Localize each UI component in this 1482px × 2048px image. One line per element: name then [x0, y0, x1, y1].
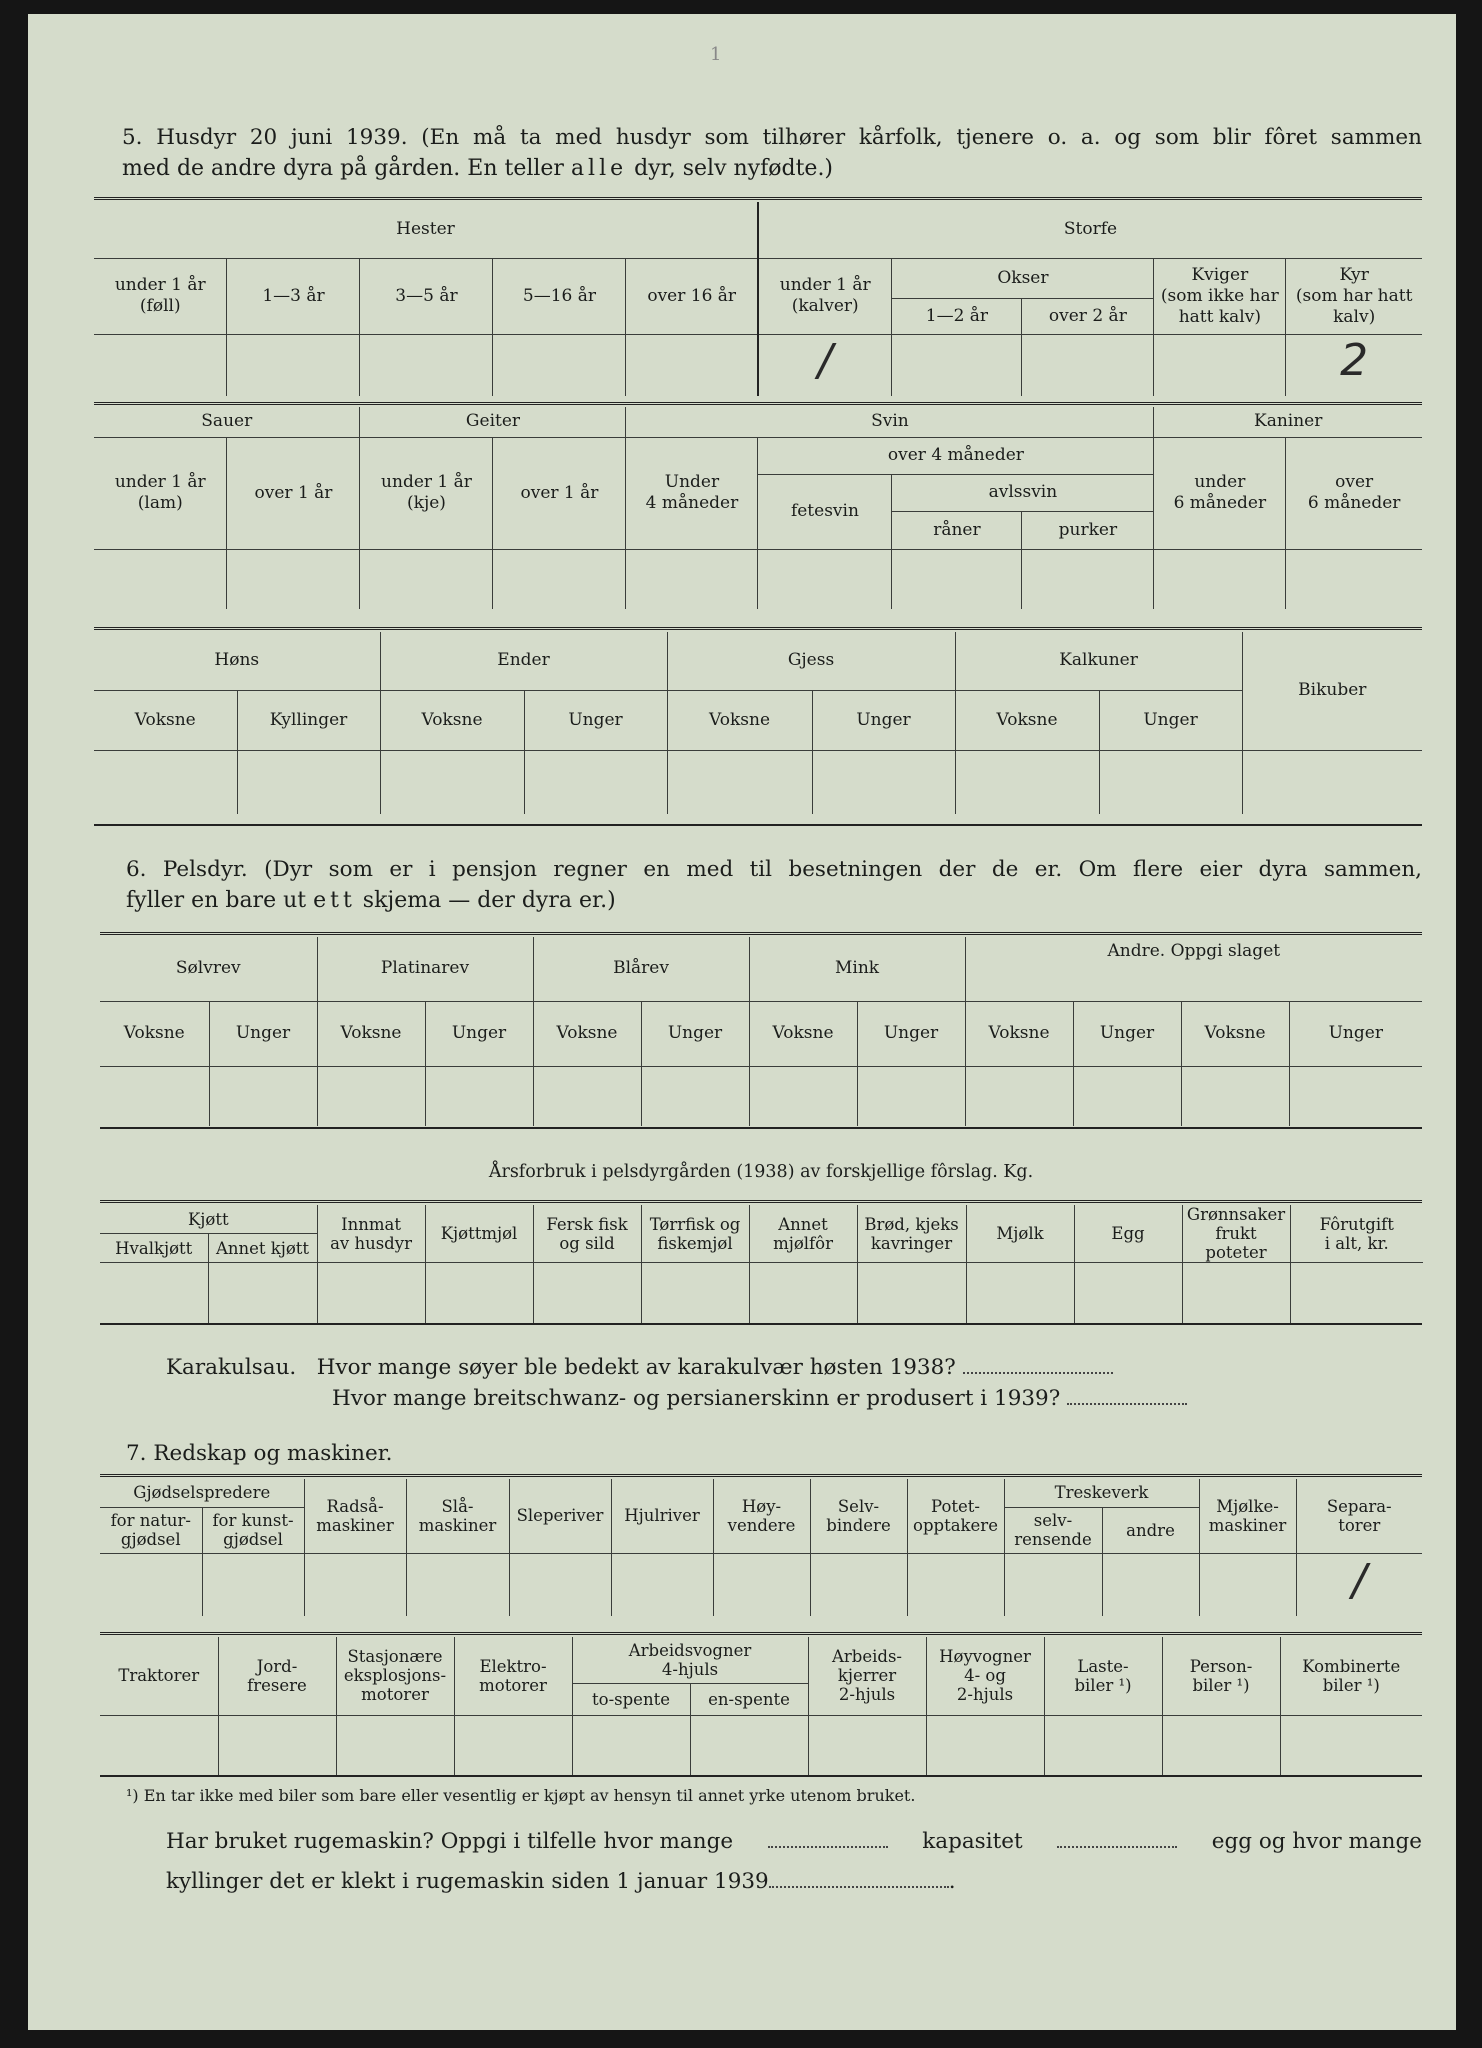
- entry-cell[interactable]: [304, 1553, 406, 1616]
- col-unger: Unger: [641, 1001, 749, 1066]
- col-brod: Brød, kjeks kavringer: [857, 1205, 966, 1263]
- entry-cell[interactable]: [406, 1553, 509, 1616]
- entry-cell[interactable]: [966, 1263, 1074, 1323]
- karakul-text: Hvor mange søyer ble bedekt av karakulvær høsten 1938?: [316, 1355, 956, 1380]
- rule: [100, 1632, 1422, 1635]
- entry-cell[interactable]: [208, 1263, 317, 1323]
- entry-cell[interactable]: [360, 549, 493, 609]
- rule: [94, 197, 1422, 200]
- col-kalver: under 1 år (kalver): [758, 258, 892, 334]
- entry-cell[interactable]: [317, 1263, 425, 1323]
- entry-cell[interactable]: [1044, 1715, 1162, 1775]
- col-voksne: Voksne: [965, 1001, 1073, 1066]
- entry-cell[interactable]: [209, 1066, 317, 1126]
- entry-cell[interactable]: [1199, 1553, 1296, 1616]
- col-hester-5-16: 5—16 år: [493, 258, 626, 334]
- header-svin-over-4: over 4 måneder: [758, 437, 1154, 474]
- col-kunstgjodsel: for kunst- gjødsel: [202, 1507, 304, 1553]
- col-voksne: Voksne: [317, 1001, 425, 1066]
- title-text: fyller en bare ut: [126, 888, 314, 913]
- section-5-title-line2: [122, 153, 1422, 184]
- karakul-question-2: [166, 1383, 1187, 1414]
- col-unger: Unger: [425, 1001, 533, 1066]
- col-stasjonare-motorer: Stasjonære eksplosjons- motorer: [336, 1637, 454, 1715]
- entry-cell[interactable]: [1074, 1263, 1182, 1323]
- table-forbruk: [100, 1205, 1423, 1323]
- karakul-block: [166, 1352, 1187, 1414]
- header-hester: Hester: [94, 202, 758, 258]
- answer-line-kyllinger[interactable]: [769, 1886, 949, 1888]
- header-kalkuner: Kalkuner: [955, 632, 1242, 690]
- header-ender: Ender: [380, 632, 667, 690]
- entry-cell[interactable]: [1289, 1066, 1422, 1126]
- entry-cell[interactable]: [380, 750, 524, 814]
- col-radsamaskiner: Radså- maskiner: [304, 1479, 406, 1553]
- col-annet-mjolfor: Annet mjølfôr: [749, 1205, 857, 1263]
- entry-cell[interactable]: [1022, 334, 1154, 396]
- col-elektromotorer: Elektro- motorer: [454, 1637, 572, 1715]
- rugemaskin-text: kyllinger det er klekt i rugemaskin siden 1 januar 1939: [166, 1869, 769, 1894]
- entry-cell[interactable]: [892, 334, 1022, 396]
- col-traktorer: Traktorer: [100, 1637, 218, 1715]
- rule: [100, 932, 1422, 935]
- entry-cell[interactable]: [509, 1553, 611, 1616]
- entry-cell[interactable]: [336, 1715, 454, 1775]
- entry-cell[interactable]: [218, 1715, 336, 1775]
- table-storfe-hester: [94, 202, 1422, 396]
- header-kjott: Kjøtt: [100, 1205, 317, 1234]
- col-unger: Unger: [209, 1001, 317, 1066]
- table-motorvogner: [100, 1637, 1422, 1775]
- col-lastebiler: Laste- biler ¹): [1044, 1637, 1162, 1715]
- header-storfe: Storfe: [758, 202, 1422, 258]
- entry-cell[interactable]: [360, 334, 493, 396]
- rugemaskin-text: egg og hvor mange: [1211, 1829, 1422, 1854]
- col-mjolk: Mjølk: [966, 1205, 1074, 1263]
- entry-cell[interactable]: [1099, 750, 1242, 814]
- col-kombinerte-biler: Kombinerte biler ¹): [1280, 1637, 1422, 1715]
- col-unger: Unger: [1073, 1001, 1181, 1066]
- col-forutgift: Fôrutgift i alt, kr.: [1290, 1205, 1423, 1263]
- header-platinarev: Platinarev: [317, 937, 533, 1001]
- col-unger: Unger: [857, 1001, 965, 1066]
- entry-cell[interactable]: [202, 1553, 304, 1616]
- header-avlssvin: avlssvin: [892, 474, 1154, 511]
- entry-cell[interactable]: [1280, 1715, 1422, 1775]
- col-gjess-unger: Unger: [812, 690, 955, 750]
- entry-cell[interactable]: [1154, 549, 1286, 609]
- rule: [100, 1127, 1422, 1129]
- entry-cell[interactable]: [926, 1715, 1044, 1775]
- section-7-title: 7. Redskap og maskiner.: [126, 1441, 393, 1466]
- entry-cell[interactable]: [94, 549, 227, 609]
- rugemaskin-text: Har bruket rugemaskin? Oppgi i tilfelle hvor mange: [166, 1829, 734, 1854]
- entry-cell[interactable]: [237, 750, 380, 814]
- col-hester-over-16: over 16 år: [626, 258, 758, 334]
- header-okser: Okser: [892, 258, 1154, 298]
- rule: [94, 824, 1422, 826]
- header-hons: Høns: [94, 632, 380, 690]
- section-5-title-line1: 5. Husdyr 20 juni 1939. (En må ta med husdyr som tilhører kårfolk, tjenere o. a. og som blir fôret sammen: [122, 125, 1422, 150]
- col-naturgjodsel: for natur- gjødsel: [100, 1507, 202, 1553]
- col-personbiler: Person- biler ¹): [1162, 1637, 1280, 1715]
- karakul-question-1: [166, 1352, 1187, 1383]
- col-slamaskiner: Slå- maskiner: [406, 1479, 509, 1553]
- rugemaskin-text: kapasitet: [922, 1829, 1023, 1854]
- col-sleperiver: Sleperiver: [509, 1479, 611, 1553]
- entry-cell[interactable]: [572, 1715, 690, 1775]
- entry-cell[interactable]: [425, 1066, 533, 1126]
- col-kalkuner-voksne: Voksne: [955, 690, 1099, 750]
- karakul-label: Karakulsau.: [166, 1355, 297, 1380]
- col-bikuber: Bikuber: [1242, 632, 1422, 750]
- entry-cell[interactable]: [965, 1066, 1073, 1126]
- entry-cell[interactable]: [626, 334, 758, 396]
- entry-cell[interactable]: [94, 750, 237, 814]
- entry-cell[interactable]: [641, 1263, 749, 1323]
- col-treskeverk-andre: andre: [1102, 1507, 1199, 1553]
- col-hvalkjott: Hvalkjøtt: [100, 1234, 208, 1263]
- entry-cell[interactable]: [94, 334, 227, 396]
- rule: [94, 627, 1422, 630]
- col-kaniner-over-6: over 6 måneder: [1286, 437, 1422, 549]
- col-mjolkemaskiner: Mjølke- maskiner: [1199, 1479, 1296, 1553]
- col-kaniner-under-6: under 6 måneder: [1154, 437, 1286, 549]
- rule: [100, 1474, 1422, 1477]
- handwritten-entry: /: [817, 334, 833, 386]
- rule: [100, 1775, 1422, 1777]
- table-smadyr: [94, 407, 1422, 609]
- entry-cell[interactable]: [1154, 334, 1286, 396]
- karakul-text: Hvor mange breitschwanz- og persianerskinn er produsert i 1939?: [332, 1386, 1061, 1411]
- col-fersk-fisk: Fersk fisk og sild: [533, 1205, 641, 1263]
- col-kje: under 1 år (kje): [360, 437, 493, 549]
- col-ender-voksne: Voksne: [380, 690, 524, 750]
- entry-cell[interactable]: [810, 1553, 907, 1616]
- col-kviger: Kviger (som ikke har hatt kalv): [1154, 258, 1286, 334]
- entry-cell[interactable]: [892, 549, 1022, 609]
- header-arbeidsvogner: Arbeidsvogner 4-hjuls: [572, 1637, 808, 1683]
- section-6-title-line1: 6. Pelsdyr. (Dyr som er i pensjon regner en med til besetningen der de er. Om flere eier dyra sammen,: [126, 857, 1422, 882]
- col-en-spente: en-spente: [690, 1683, 808, 1715]
- col-okser-1-2: 1—2 år: [892, 298, 1022, 334]
- col-voksne: Voksne: [533, 1001, 641, 1066]
- footnote: ¹) En tar ikke med biler som bare eller vesentlig er kjøpt av hensyn til annet yrke utenom bruket.: [126, 1786, 916, 1805]
- answer-line[interactable]: [1067, 1403, 1187, 1405]
- col-separatorer: Separa- torer: [1296, 1479, 1422, 1553]
- col-jordfresere: Jord- freserе: [218, 1637, 336, 1715]
- header-geiter: Geiter: [360, 407, 626, 437]
- entry-cell[interactable]: [100, 1553, 202, 1616]
- entry-cell[interactable]: [493, 549, 626, 609]
- col-voksne: Voksne: [100, 1001, 209, 1066]
- col-purker: purker: [1022, 511, 1154, 549]
- entry-cell[interactable]: [626, 549, 758, 609]
- rule: [100, 1323, 1422, 1325]
- entry-cell[interactable]: [1004, 1553, 1102, 1616]
- header-blarev: Blårev: [533, 937, 749, 1001]
- entry-cell[interactable]: [857, 1066, 965, 1126]
- title-text: med de andre dyra på gården. En teller: [122, 156, 571, 181]
- rugemaskin-question-1: [166, 1822, 1422, 1862]
- entry-cell[interactable]: [100, 1066, 209, 1126]
- entry-cell[interactable]: [1162, 1715, 1280, 1775]
- col-annet-kjott: Annet kjøtt: [208, 1234, 317, 1263]
- col-geiter-over-1: over 1 år: [493, 437, 626, 549]
- entry-cell[interactable]: [955, 750, 1099, 814]
- col-arbeidskjerrer: Arbeids- kjerrer 2-hjuls: [808, 1637, 926, 1715]
- header-gjess: Gjess: [667, 632, 955, 690]
- entry-cell[interactable]: [227, 549, 360, 609]
- col-hjulriver: Hjulriver: [611, 1479, 713, 1553]
- col-hester-1-3: 1—3 år: [227, 258, 360, 334]
- rule: [100, 1200, 1422, 1203]
- col-to-spente: to-spente: [572, 1683, 690, 1715]
- entry-cell[interactable]: [749, 1263, 857, 1323]
- entry-cell[interactable]: [533, 1066, 641, 1126]
- entry-cell[interactable]: [425, 1263, 533, 1323]
- entry-separatorer[interactable]: [1296, 1553, 1422, 1616]
- entry-cell[interactable]: [667, 750, 812, 814]
- col-torrfisk: Tørrfisk og fiskemjøl: [641, 1205, 749, 1263]
- entry-cell[interactable]: [227, 334, 360, 396]
- entry-cell[interactable]: [1022, 549, 1154, 609]
- col-sauer-over-1: over 1 år: [227, 437, 360, 549]
- entry-cell[interactable]: [808, 1715, 926, 1775]
- entry-cell[interactable]: [493, 334, 626, 396]
- col-voksne: Voksne: [749, 1001, 857, 1066]
- rugemaskin-question-2: [166, 1862, 1422, 1902]
- entry-cell[interactable]: [100, 1715, 218, 1775]
- entry-cell[interactable]: [611, 1553, 713, 1616]
- header-gjodselspredere: Gjødselspredere: [100, 1479, 304, 1507]
- form-page: [28, 14, 1456, 2030]
- entry-kyr[interactable]: [1286, 334, 1422, 396]
- entry-cell[interactable]: [812, 750, 955, 814]
- answer-line[interactable]: [963, 1372, 1113, 1374]
- rugemaskin-block: [166, 1822, 1422, 1902]
- entry-cell[interactable]: [1242, 750, 1422, 814]
- entry-cell[interactable]: [713, 1553, 810, 1616]
- table-redskap: [100, 1479, 1422, 1616]
- entry-cell[interactable]: [1102, 1553, 1199, 1616]
- col-hoyvendere: Høy- vendere: [713, 1479, 810, 1553]
- col-okser-over-2: over 2 år: [1022, 298, 1154, 334]
- table-pelsdyr: [100, 937, 1422, 1126]
- entry-cell[interactable]: [749, 1066, 857, 1126]
- col-hons-kyllinger: Kyllinger: [237, 690, 380, 750]
- section-6-heading: [126, 854, 1422, 916]
- col-kjottmjol: Kjøttmjøl: [425, 1205, 533, 1263]
- header-solvrev: Sølvrev: [100, 937, 317, 1001]
- entry-cell[interactable]: [641, 1066, 749, 1126]
- entry-cell[interactable]: [1290, 1263, 1423, 1323]
- handwritten-entry: /: [1351, 1554, 1367, 1606]
- col-potetopptakere: Potet- opptakere: [907, 1479, 1004, 1553]
- col-hester-3-5: 3—5 år: [360, 258, 493, 334]
- col-kalkuner-unger: Unger: [1099, 690, 1242, 750]
- section-5-heading: [122, 122, 1422, 184]
- entry-cell[interactable]: [454, 1715, 572, 1775]
- rule: [94, 402, 1422, 405]
- col-innmat: Innmat av husdyr: [317, 1205, 425, 1263]
- col-raner: råner: [892, 511, 1022, 549]
- title-text: skjema — der dyra er.): [355, 888, 616, 913]
- header-sauer: Sauer: [94, 407, 360, 437]
- entry-cell[interactable]: [1073, 1066, 1181, 1126]
- entry-cell[interactable]: [758, 549, 892, 609]
- entry-cell[interactable]: [1286, 549, 1422, 609]
- rugemaskin-text: .: [948, 1869, 956, 1894]
- entry-cell[interactable]: [690, 1715, 808, 1775]
- header-svin: Svin: [626, 407, 1154, 437]
- col-hoyvogner: Høyvogner 4- og 2-hjuls: [926, 1637, 1044, 1715]
- col-fetesvin: fetesvin: [758, 474, 892, 549]
- answer-line-antall[interactable]: [768, 1846, 888, 1848]
- page-number: 1: [710, 44, 722, 65]
- title-emphasis: ett: [313, 888, 356, 913]
- col-gjess-voksne: Voksne: [667, 690, 812, 750]
- header-andre: Andre. Oppgi slaget: [965, 937, 1422, 1001]
- entry-kalver[interactable]: [758, 334, 892, 396]
- col-lam: under 1 år (lam): [94, 437, 227, 549]
- entry-cell[interactable]: [1182, 1263, 1290, 1323]
- handwritten-entry: 2: [1340, 334, 1369, 386]
- col-svin-under-4: Under 4 måneder: [626, 437, 758, 549]
- entry-cell[interactable]: [524, 750, 667, 814]
- answer-line-kapasitet[interactable]: [1057, 1846, 1177, 1848]
- entry-cell[interactable]: [1181, 1066, 1289, 1126]
- col-kyr: Kyr (som har hatt kalv): [1286, 258, 1422, 334]
- table-fjorfe: [94, 632, 1422, 814]
- col-selvbindere: Selv- bindere: [810, 1479, 907, 1553]
- col-gronnsaker: Grønnsaker frukt poteter: [1182, 1205, 1290, 1263]
- col-voksne: Voksne: [1181, 1001, 1289, 1066]
- section-6-title-line2: [126, 885, 1422, 916]
- header-kaniner: Kaniner: [1154, 407, 1422, 437]
- col-hester-under-1: under 1 år (føll): [94, 258, 227, 334]
- title-text: dyr, selv nyfødte.): [627, 156, 834, 181]
- entry-cell[interactable]: [907, 1553, 1004, 1616]
- entry-cell[interactable]: [317, 1066, 425, 1126]
- col-selvrensende: selv- rensende: [1004, 1507, 1102, 1553]
- col-ender-unger: Unger: [524, 690, 667, 750]
- col-hons-voksne: Voksne: [94, 690, 237, 750]
- entry-cell[interactable]: [857, 1263, 966, 1323]
- entry-cell[interactable]: [100, 1263, 208, 1323]
- title-emphasis: alle: [570, 156, 628, 181]
- col-egg: Egg: [1074, 1205, 1182, 1263]
- header-mink: Mink: [749, 937, 965, 1001]
- entry-cell[interactable]: [533, 1263, 641, 1323]
- col-unger: Unger: [1289, 1001, 1422, 1066]
- header-treskeverk: Treskeverk: [1004, 1479, 1199, 1507]
- forbruk-title: Årsforbruk i pelsdyrgården (1938) av forskjellige fôrslag. Kg.: [488, 1162, 1034, 1182]
